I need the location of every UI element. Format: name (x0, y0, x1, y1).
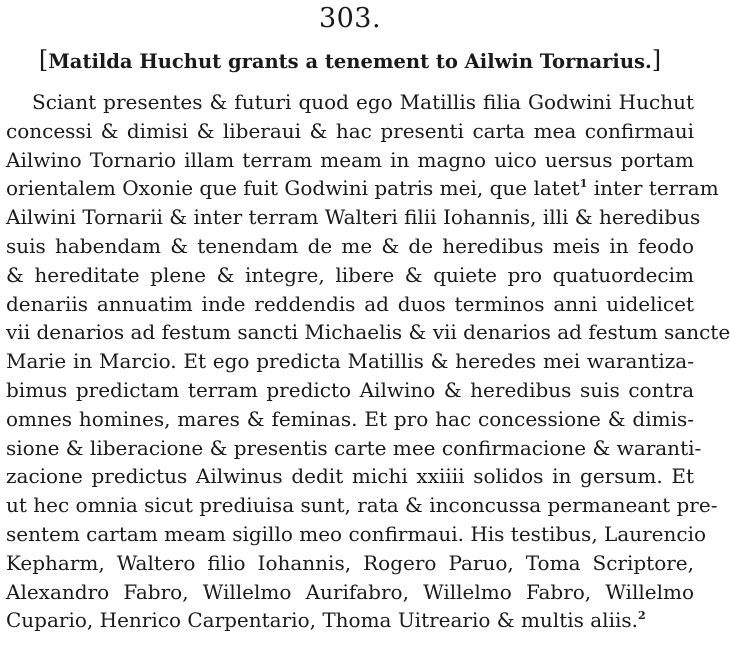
text-line-segment: orientalem Oxonie que fuit Godwini patris mei, que latet (6, 176, 580, 201)
text-line: Sciant presentes & futuri quod ego Matillis filia Godwini Huchut (32, 90, 694, 114)
text-line: vii denarios ad festum sancti Michaelis & vii denarios ad festum sancte (6, 320, 730, 345)
document-heading (0, 46, 700, 76)
heading-open-bracket: [ (38, 46, 49, 74)
text-line: denariis annuatim inde reddendis ad duos terminos anni uidelicet (6, 291, 694, 316)
footnote-marker-1: 1 (579, 177, 588, 191)
text-line: Marie in Marcio. Et ego predicta Matillis & heredes mei warantiza- (6, 349, 694, 374)
text-line: omnes homines, mares & feminas. Et pro hac concessione & dimis- (6, 406, 694, 431)
heading-title: Matilda Huchut grants a tenement to Ailwin Tornarius. (48, 50, 652, 73)
heading-close-bracket: ] (651, 46, 662, 74)
text-line: Kepharm, Waltero filio Iohannis, Rogero Paruo, Toma Scriptore, (6, 550, 694, 575)
text-line: ut hec omnia sicut prediuisa sunt, rata & inconcussa permaneant pre- (6, 493, 718, 518)
text-line: bimus predictam terram predicto Ailwino & heredibus suis contra (6, 377, 694, 402)
text-line: & hereditate plene & integre, libere & quiete pro quatuordecim (6, 262, 694, 287)
text-line-last (6, 606, 694, 635)
text-line-segment: Cupario, Henrico Carpentario, Thoma Uitreario & multis aliis. (6, 608, 638, 633)
text-line: suis habendam & tenendam de me & de heredibus meis in feodo (6, 233, 694, 258)
text-line: sione & liberacione & presentis carte mee confirmacione & waranti- (6, 435, 702, 460)
text-line: Ailwini Tornarii & inter terram Walteri filii Iohannis, illi & heredibus (6, 205, 701, 230)
footnote-marker-2: 2 (637, 609, 646, 623)
charter-text (6, 88, 730, 635)
text-line: zacione predictus Ailwinus dedit michi xxiiii solidos in gersum. Et (6, 464, 694, 489)
text-line: concessi & dimisi & liberaui & hac presenti carta mea confirmaui (6, 118, 694, 143)
text-line: Ailwino Tornario illam terram meam in magno uico uersus portam (6, 147, 694, 172)
text-line-with-footnote (6, 174, 719, 203)
document-number: 303. (318, 3, 382, 34)
text-line: sentem cartam meam sigillo meo confirmaui. His testibus, Laurencio (6, 521, 707, 546)
text-line-segment: inter terram (587, 176, 719, 201)
text-line: Alexandro Fabro, Willelmo Aurifabro, Willelmo Fabro, Willelmo (6, 579, 694, 604)
